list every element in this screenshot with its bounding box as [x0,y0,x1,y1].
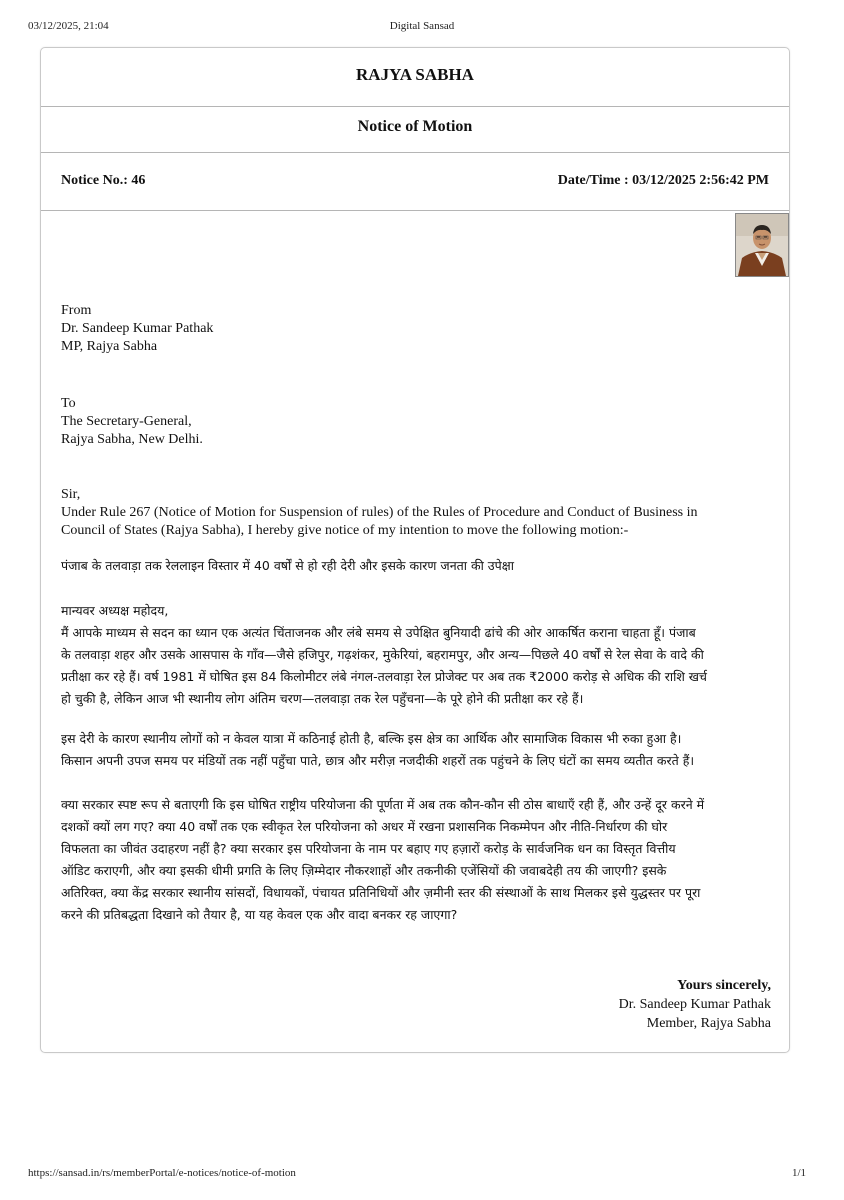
print-datetime: 03/12/2025, 21:04 [28,20,109,32]
notice-card [40,47,790,1053]
to-block [61,395,767,449]
impact-paragraph [61,728,767,772]
divider [41,106,789,107]
impact-line: किसान अपनी उपज समय पर मंडियों तक नहीं पहुँचा पाते, छात्र और मरीज़ नजदीकी शहरों तक पहुंचने के लिए घंटों का समय व्यतीत करते हैं। [61,753,695,768]
divider [41,210,789,211]
from-designation: MP, Rajya Sabha [61,339,158,354]
questions-paragraph [61,794,767,926]
impact-line: इस देरी के कारण स्थानीय लोगों को न केवल यात्रा में कठिनाई होती है, बल्कि इस क्षेत्र का आर्थिक और सामाजिक विकास भी रुका हुआ है। [61,731,682,746]
notice-meta [61,173,769,193]
to-label: To [61,396,76,411]
notice-datetime: Date/Time : 03/12/2025 2:56:42 PM [557,173,769,188]
motion-subject: पंजाब के तलवाड़ा तक रेललाइन विस्तार में 40 वर्षों से हो रही देरी और इसके कारण जनता की उपेक्षा [61,558,514,573]
questions-line: विफलता का जीवंत उदाहरण नहीं है? क्या सरकार इस परियोजना के नाम पर बहाए गए हज़ारों करोड़ के सार्वजनिक धन का विस्तृत वित्तीय [61,841,676,856]
questions-line: अतिरिक्त, क्या केंद्र सरकार स्थानीय सांसदों, विधायकों, पंचायत प्रतिनिधियों और ज़मीनी स्तर की संस्थाओं के साथ मिलकर इसे युद्धस्तर पर पूरा [61,885,701,900]
to-line2: Rajya Sabha, New Delhi. [61,432,203,447]
questions-line: ऑडिट कराएगी, और क्या इसकी धीमी प्रगति के लिए ज़िम्मेदार नौकरशाहों और तकनीकी एजेंसियों की जवाबदेही तय की जाएगी? इसके [61,863,667,878]
print-footer [28,1167,816,1183]
intro-line: Under Rule 267 (Notice of Motion for Suspension of rules) of the Rules of Procedure and Conduct of Business in [61,505,698,520]
questions-line: दशकों क्यों लग गए? क्या 40 वर्षों तक एक स्वीकृत रेल परियोजना को अधर में रखना प्रशासनिक निकम्मेपन और नीति-निर्धारण की घोर [61,819,668,834]
to-line1: The Secretary-General, [61,414,192,429]
divider [41,152,789,153]
signoff-designation: Member, Rajya Sabha [646,1016,771,1031]
member-photo [735,213,789,277]
print-page-number: 1/1 [791,1167,806,1179]
print-header [28,20,816,36]
intro-paragraph [61,504,767,540]
address-line: हो चुकी है, लेकिन आज भी स्थानीय लोग अंतिम चरण—तलवाड़ा तक रेल पहुँचना—के पूरे होने की प्रतीक्षा कर रहे हैं। [61,691,584,706]
address-paragraph [61,600,767,710]
address-greeting: मान्यवर अध्यक्ष महोदय, [61,603,169,618]
signoff-closing: Yours sincerely, [677,978,771,993]
questions-line: करने की प्रतिबद्धता दिखाने को तैयार है, या यह केवल एक और वादा बनकर रह जाएगा? [61,907,458,922]
address-line: मैं आपके माध्यम से सदन का ध्यान एक अत्यंत चिंताजनक और लंबे समय से उपेक्षित बुनियादी ढांचे की ओर आकर्षित कराना चाहता हूँ। पंजाब [61,625,696,640]
from-name: Dr. Sandeep Kumar Pathak [61,321,214,336]
intro-line: Council of States (Rajya Sabha), I hereby give notice of my intention to move the following motion:- [61,523,629,538]
notice-number: Notice No.: 46 [61,173,146,188]
signoff-name: Dr. Sandeep Kumar Pathak [618,997,771,1012]
address-line: के तलवाड़ा शहर और उसके आसपास के गाँव—जैसे हजिपुर, गढ़शंकर, मुकेरियां, बहरामपुर, और अन्य—पिछले 40 वर्षों से रेल सेवा के वादे की [61,647,704,662]
address-line: प्रतीक्षा कर रहे हैं। वर्ष 1981 में घोषित इस 84 किलोमीटर लंबे नंगल-तलवाड़ा रेल प्रोजेक्ट पर अब तक ₹2000 करोड़ से अधिक की राशि खर्च [61,669,707,684]
member-portrait-icon [736,214,788,276]
notice-title: Notice of Motion [357,118,473,135]
questions-line: क्या सरकार स्पष्ट रूप से बताएगी कि इस घोषित राष्ट्रीय परियोजना की पूर्णता में अब तक कौन-कौन सी ठोस बाधाएँ रही हैं, और उन्हें दूर करने में [61,797,705,812]
from-block [61,302,767,356]
print-url: https://sansad.in/rs/memberPortal/e-notices/notice-of-motion [28,1167,296,1179]
house-title: RAJYA SABHA [356,65,474,84]
from-label: From [61,303,92,318]
salutation: Sir, [61,487,81,502]
print-site-title: Digital Sansad [389,20,455,32]
signoff-block [619,976,771,1033]
